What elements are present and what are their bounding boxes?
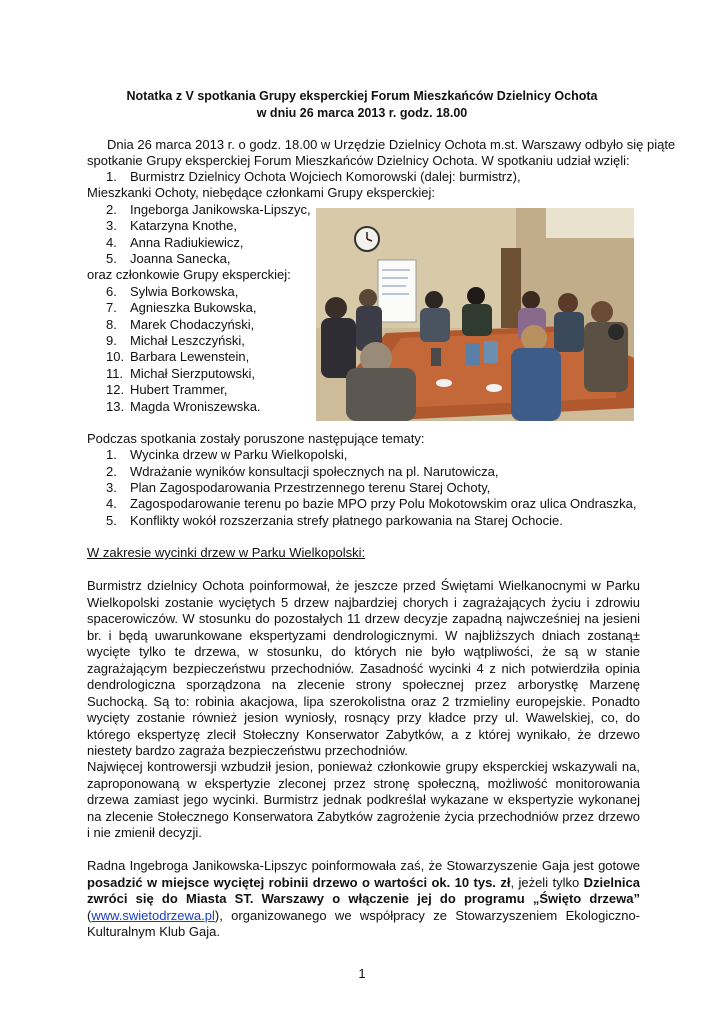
paragraph-text: ( bbox=[87, 907, 92, 923]
paragraph-text: , jeżeli tylko bbox=[510, 874, 584, 890]
participant-item: Marek Chodaczyński, bbox=[130, 317, 255, 332]
list-number: 6. bbox=[106, 284, 117, 299]
paragraph-gaja-offer bbox=[87, 858, 640, 941]
participant-item: Magda Wroniszewska. bbox=[130, 399, 261, 414]
section-heading: W zakresie wycinki drzew w Parku Wielkopolski: bbox=[87, 545, 366, 560]
participant-item: Hubert Trammer, bbox=[130, 382, 228, 397]
list-number: 12. bbox=[106, 382, 125, 397]
list-number: 13. bbox=[106, 399, 125, 414]
swietodrzewa-link[interactable]: www.swietodrzewa.pl bbox=[91, 907, 215, 923]
participant-mayor: Burmistrz Dzielnicy Ochota Wojciech Komorowski (dalej: burmistrz), bbox=[130, 169, 521, 184]
participant-item: Barbara Lewenstein, bbox=[130, 349, 250, 364]
paragraph-text: Radna Ingebroga Janikowska-Lipszyc poinformowała zaś, że Stowarzyszenie Gaja jest gotowe bbox=[87, 858, 640, 873]
intro-line1: Dnia 26 marca 2013 r. o godz. 18.00 w Urzędzie Dzielnicy Ochota m.st. Warszawy odbyło się piąte bbox=[107, 137, 676, 152]
list-number: 7. bbox=[106, 300, 117, 315]
list-number: 5. bbox=[106, 513, 117, 528]
participant-item: Sylwia Borkowska, bbox=[130, 284, 239, 299]
participant-item: Ingeborga Janikowska-Lipszyc, bbox=[130, 202, 311, 217]
members-header: oraz członkowie Grupy eksperckiej: bbox=[87, 267, 291, 282]
list-number: 11. bbox=[106, 366, 124, 381]
topic-item: Wycinka drzew w Parku Wielkopolski, bbox=[130, 447, 348, 462]
document-title-line1: Notatka z V spotkania Grupy eksperckiej Forum Mieszkańców Dzielnicy Ochota bbox=[126, 89, 598, 103]
residents-header: Mieszkanki Ochoty, niebędące członkami Grupy eksperckiej: bbox=[87, 185, 436, 200]
list-number: 1. bbox=[106, 169, 117, 184]
list-number: 10. bbox=[106, 349, 125, 364]
list-number: 9. bbox=[106, 333, 117, 348]
paragraph-text: ), organizowanego we współpracy ze Stowarzyszeniem Ekologiczno-Kulturalnym Klub Gaja. bbox=[87, 907, 640, 939]
topic-item: Zagospodarowanie terenu po bazie MPO przy Polu Mokotowskim oraz ulica Ondraszka, bbox=[130, 496, 637, 511]
list-number: 3. bbox=[106, 218, 117, 233]
topic-item: Wdrażanie wyników konsultacji społecznych na pl. Narutowicza, bbox=[130, 464, 499, 479]
participant-item: Joanna Sanecka, bbox=[130, 251, 231, 266]
list-number: 5. bbox=[106, 251, 117, 266]
list-number: 4. bbox=[106, 496, 117, 511]
paragraph-tree-felling: Burmistrz dzielnicy Ochota poinformował, że jeszcze przed Świętami Wielkanocnymi w Parku Wielkopolski zostanie wyciętych 5 drzew najbardziej chorych i zagrażających życiu i zdrowiu spacerowiczów. W stosunku do pozostałych 11 drzew decyzje zapadną najwcześniej na jesieni br. i będą uwarunkowane ekspertyzami dendrologicznymi. W najbliższych dniach zostaną± wycięte tylko te drzewa, w stosunku, do których nie było wątpliwości, że są w stanie zagrażającym bezpieczeństwu przechodniów. Zasadność wycinki 4 z nich potwierdziła opinia dendrologiczna sporządzona na zlecenie strony społecznej przez arborystkę Marzenę Suchocką. Są to: robinia akacjowa, lipa szerokolistna oraz 2 trzmieliny europejskie. Ponadto wycięty zostanie również jesion wyniosły, rosnący przy kładce przy ul. Wawelskiej, co, do którego ekspertyzę zlecił Stołeczny Konserwator Zabytków, a z której wynikało, że drzewo niestety bardzo zagraża bezpieczeństwu przechodniów. bbox=[87, 578, 640, 758]
participant-item: Anna Radiukiewicz, bbox=[130, 235, 244, 250]
document-title-line2: w dniu 26 marca 2013 r. godz. 18.00 bbox=[256, 106, 468, 120]
list-number: 2. bbox=[106, 202, 117, 217]
page-number: 1 bbox=[358, 966, 366, 981]
bold-text: posadzić w miejsce wyciętej robinii drzewo o wartości ok. 10 tys. zł bbox=[87, 874, 511, 890]
participant-item: Katarzyna Knothe, bbox=[130, 218, 237, 233]
participant-item: Michał Leszczyński, bbox=[130, 333, 245, 348]
list-number: 1. bbox=[106, 447, 117, 462]
bold-text: Dzielnica zwróci się do Miasta ST. Warszawy o włączenie jej do programu „Święto drzewa” bbox=[87, 874, 640, 906]
list-number: 4. bbox=[106, 235, 117, 250]
meeting-photo bbox=[316, 208, 634, 421]
list-number: 2. bbox=[106, 464, 117, 479]
list-number: 8. bbox=[106, 317, 117, 332]
topics-header: Podczas spotkania zostały poruszone następujące tematy: bbox=[87, 431, 425, 446]
participant-item: Agnieszka Bukowska, bbox=[130, 300, 257, 315]
list-number: 3. bbox=[106, 480, 117, 495]
intro-line2: spotkanie Grupy eksperckiej Forum Mieszkańców Dzielnicy Ochota. W spotkaniu udział wzięli: bbox=[87, 153, 630, 168]
paragraph-ash-controversy: Najwięcej kontrowersji wzbudził jesion, ponieważ członkowie grupy eksperckiej wskazywali na, zaproponowaną w ekspertyzie zleconej przez stronę społeczną, możliwość monitorowania drzewa zamiast jego wycinki. Burmistrz jednak podkreślał wykazane w ekspertyzie wykonanej na zlecenie Stołecznego Konserwatora Zabytków zagrożenie życia przechodniów przez drzewo i nie zmienił decyzji. bbox=[87, 759, 640, 840]
participant-item: Michał Sierzputowski, bbox=[130, 366, 255, 381]
topic-item: Plan Zagospodarowania Przestrzennego terenu Starej Ochoty, bbox=[130, 480, 491, 495]
topic-item: Konflikty wokół rozszerzania strefy płatnego parkowania na Starej Ochocie. bbox=[130, 513, 563, 528]
